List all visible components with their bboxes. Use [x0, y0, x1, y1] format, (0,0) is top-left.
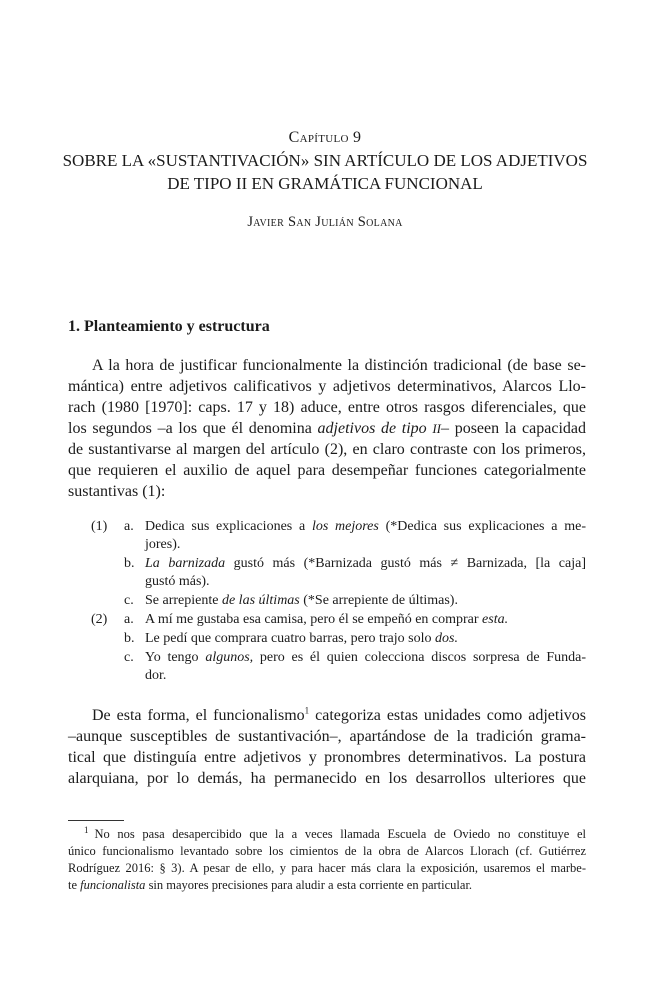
- text-line: A la hora de justificar funcionalmente la distinción tradicional (de base se-: [92, 357, 586, 374]
- text-line: De esta forma, el funcionalismo$^1$ categoriza estas unidades como adjetivos: [92, 705, 586, 724]
- footnote-line: único funcionalismo levantado sobre los cimientos de la obra de Alarcos Llorach (cf. Gutiérrez: [68, 844, 586, 858]
- text-line: sustantivas (1):: [68, 483, 166, 500]
- text-line: alarquiana, por lo demás, ha permanecido en los desarrollos ulteriores que: [68, 770, 586, 787]
- author-name: Javier San Julián Solana: [247, 214, 403, 230]
- example-line: jores).: [145, 537, 181, 552]
- example-line: A mí me gustaba esa camisa, pero él se empeñó en comprar esta.: [145, 612, 509, 627]
- chapter-label: Capítulo 9: [288, 129, 362, 146]
- footnote-line: te funcionalista sin mayores precisiones para aludir a esta corriente en particular.: [68, 878, 473, 892]
- text-line: los segundos –a los que él denomina adjetivos de tipo II– poseen la capacidad: [68, 420, 586, 437]
- example-line: dor.: [145, 668, 167, 683]
- example-line: Le pedí que comprara cuatro barras, pero trajo solo dos.: [145, 631, 458, 646]
- example-letter: b.: [124, 631, 135, 646]
- text-line: de sustantivarse al margen del artículo (2), en claro contraste con los primeros,: [68, 441, 586, 458]
- example-letter: a.: [124, 519, 134, 534]
- text-line: rach (1980 [1970]: caps. 17 y 18) aduce, entre otros rasgos diferenciales, que: [68, 399, 586, 416]
- example-line: gustó más).: [145, 574, 210, 589]
- example-number: (1): [91, 519, 108, 534]
- text-line: que requieren el auxilio de aquel para desempeñar funciones categorialmente: [68, 462, 586, 479]
- example-letter: b.: [124, 556, 135, 571]
- footnote-line: $^1$ No nos pasa desapercibido que la a veces llamada Escuela de Oviedo no constituye el: [84, 824, 586, 841]
- section-heading: 1. Planteamiento y estructura: [68, 318, 270, 335]
- text-line: –aunque susceptibles de sustantivación–, apartándose de la tradición grama-: [68, 728, 586, 745]
- footnote-line: Rodríguez 2016: § 3). A pesar de ello, y para hacer más clara la exposición, usaremos el marbe-: [68, 861, 586, 875]
- footnote-mark: 1: [84, 824, 89, 835]
- example-letter: c.: [124, 650, 134, 665]
- example-line: Dedica sus explicaciones a los mejores (*Dedica sus explicaciones a me-: [145, 519, 586, 534]
- text-line: mántica) entre adjetivos calificativos y adjetivos determinativos, Alarcos Llo-: [68, 378, 586, 395]
- example-line: Yo tengo algunos, pero es él quien colecciona discos sorpresa de Funda-: [145, 650, 586, 665]
- footnote-divider: [68, 820, 124, 821]
- example-line: La barnizada gustó más (*Barnizada gustó más ≠ Barnizada, [la caja]: [145, 556, 586, 571]
- footnote-reference[interactable]: 1: [304, 705, 310, 716]
- example-line: Se arrepiente de las últimas (*Se arrepiente de últimas).: [145, 593, 458, 608]
- example-letter: c.: [124, 593, 134, 608]
- text-line: tical que distinguía entre adjetivos y pronombres determinativos. La postura: [68, 749, 586, 766]
- chapter-title-line-1: SOBRE LA «SUSTANTIVACIÓN» SIN ARTÍCULO DE LOS ADJETIVOS: [62, 151, 588, 170]
- example-letter: a.: [124, 612, 134, 627]
- example-number: (2): [91, 612, 108, 627]
- chapter-title-line-2: DE TIPO II EN GRAMÁTICA FUNCIONAL: [167, 174, 483, 193]
